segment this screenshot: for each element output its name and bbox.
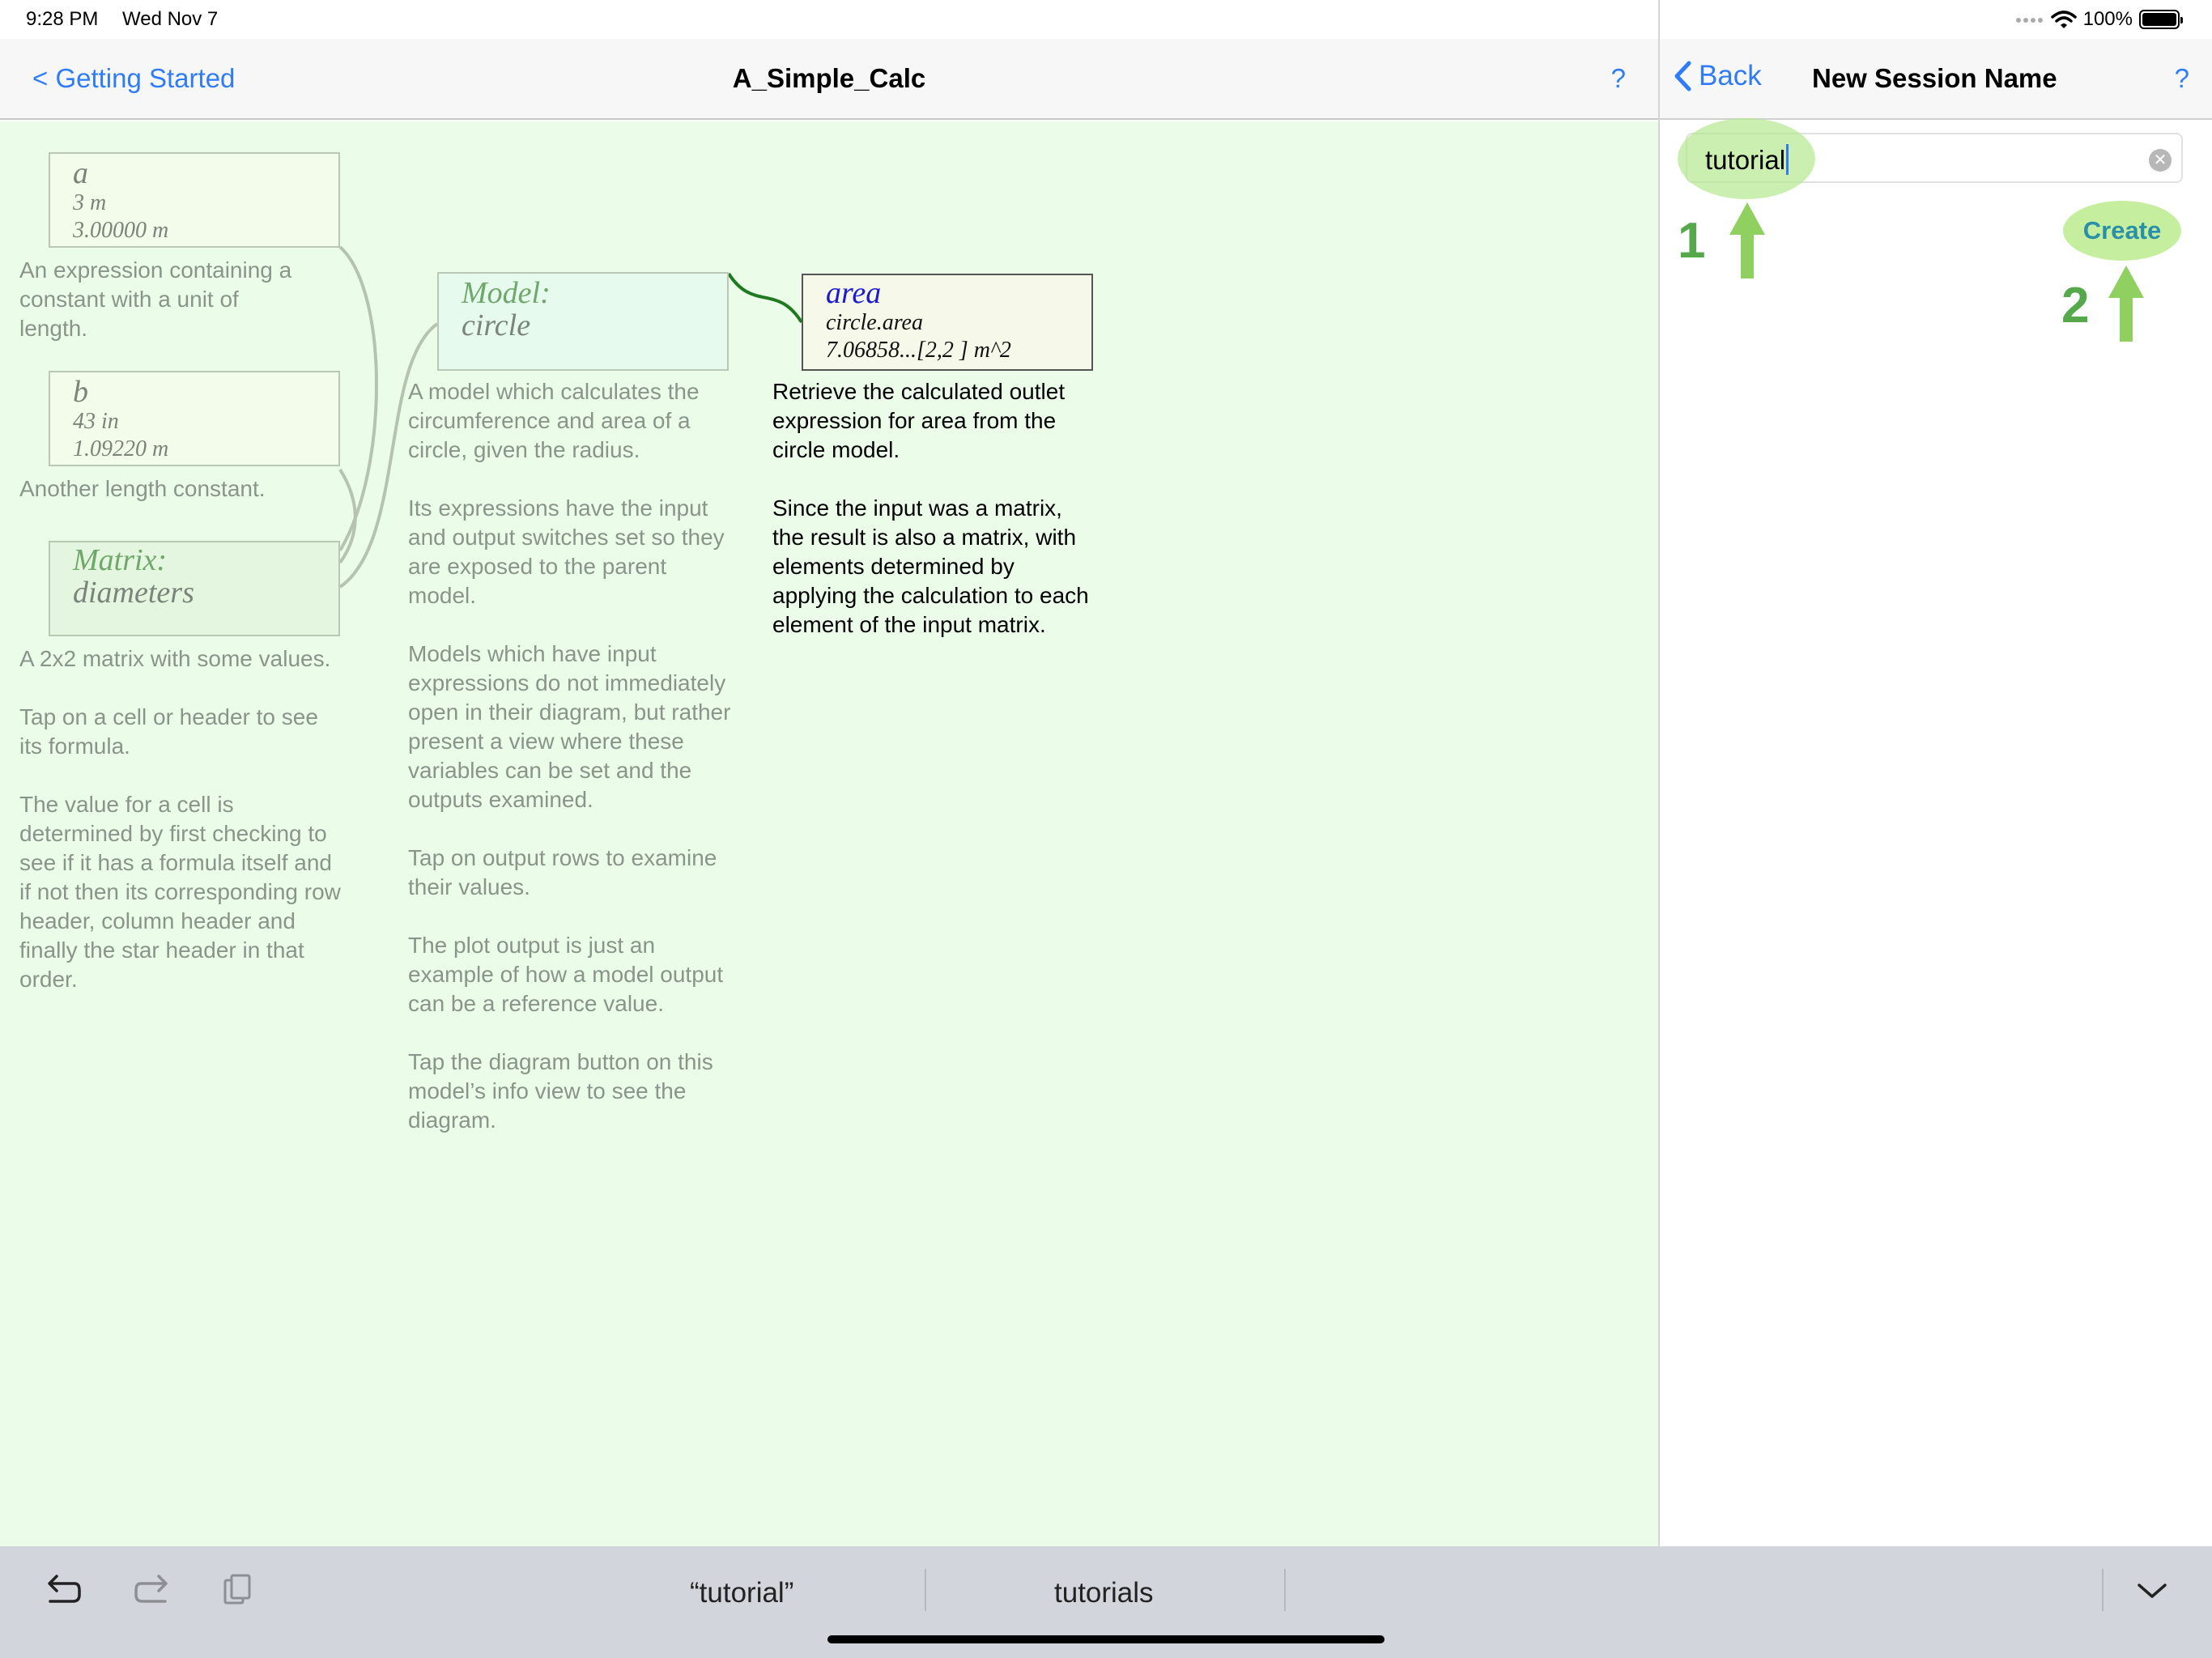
- node-area-description: Retrieve the calculated outlet expression for area from the circle model. Since the input was a matrix, the result is also a matrix, with elements determined by applying the calculation to each element of the input matrix.: [772, 379, 1089, 637]
- node-area[interactable]: [802, 274, 1093, 371]
- node-area-name: area: [826, 276, 882, 310]
- right-navigation-bar: [1660, 39, 2212, 120]
- create-button[interactable]: Create: [2063, 201, 2181, 261]
- node-a-description: An expression containing a constant with a unit of length.: [19, 257, 292, 341]
- back-button[interactable]: [1673, 60, 1762, 92]
- node-area-value: 7.06858...[2,2 ] m^2: [826, 338, 1011, 363]
- getting-started-back-button[interactable]: < Getting Started: [32, 63, 236, 93]
- chevron-left-icon: [1673, 60, 1692, 92]
- connector-a-matrix: [340, 247, 376, 551]
- step-1-label: 1: [1678, 213, 1706, 269]
- node-b-name: b: [73, 375, 88, 409]
- page-title: A_Simple_Calc: [732, 63, 926, 93]
- chevron-down-icon[interactable]: [2129, 1567, 2175, 1613]
- redo-icon[interactable]: [130, 1567, 175, 1613]
- paste-icon[interactable]: [215, 1567, 261, 1613]
- node-model-description: A model which calculates the circumference and area of a circle, given the radius. Its expressions have the input and output switches set so they are exposed to the parent model. Models which have input expressions do not immediately open in their diagram, but rather present a view where these variables can be set and the outputs examined. Tap on output rows to examine their values. The plot output is just an example of how a model output can be a reference value. Tap the diagram button on this model’s info view to see the diagram.: [408, 379, 731, 1133]
- dismiss-separator: [2102, 1569, 2104, 1611]
- node-model-circle[interactable]: [437, 272, 729, 371]
- diagram-canvas: [0, 121, 1658, 1546]
- suggestion-separator: [1284, 1569, 1286, 1611]
- node-matrix-type: Matrix:: [73, 543, 168, 577]
- battery-percent: 100%: [2082, 8, 2133, 30]
- undo-icon[interactable]: [40, 1567, 86, 1613]
- node-area-formula: circle.area: [826, 310, 923, 335]
- clear-text-icon[interactable]: ✕: [2149, 149, 2172, 172]
- node-model-name: circle: [462, 308, 531, 342]
- node-matrix-description: A 2x2 matrix with some values. Tap on a cell or header to see its formula. The value for a cell is determined by first checking to see if it has a formula itself and if not then its corresponding row header, column header and finally the star header in that order.: [19, 646, 341, 992]
- suggestion-separator: [925, 1569, 926, 1611]
- step-1-arrow-icon: [1726, 199, 1768, 280]
- node-model-type: Model:: [462, 276, 551, 310]
- node-matrix-name: diameters: [73, 576, 194, 610]
- back-button-label: Back: [1699, 60, 1762, 91]
- new-session-panel: [1660, 39, 2212, 1546]
- suggestion-tutorials[interactable]: tutorials: [1054, 1577, 1154, 1609]
- node-b-formula: 43 in: [73, 409, 119, 434]
- panel-title: New Session Name: [1812, 63, 2057, 93]
- keyboard-shortcut-bar: [0, 1546, 2212, 1658]
- step-2-arrow-icon: [2105, 262, 2147, 343]
- node-a[interactable]: [49, 152, 340, 248]
- node-matrix-diameters[interactable]: [49, 541, 340, 636]
- cellular-dots-icon: [2015, 15, 2044, 23]
- suggestion-tutorial-quoted[interactable]: “tutorial”: [690, 1577, 794, 1609]
- node-a-name: a: [73, 156, 88, 190]
- node-a-value: 3.00000 m: [73, 218, 169, 243]
- step-2-label: 2: [2061, 278, 2090, 334]
- node-b-value: 1.09220 m: [73, 436, 169, 461]
- node-b[interactable]: [49, 371, 340, 466]
- status-bar: [0, 0, 2212, 39]
- home-indicator[interactable]: [827, 1635, 1385, 1643]
- battery-icon: [2139, 10, 2180, 29]
- session-name-value: tutorial: [1705, 144, 1789, 176]
- status-indicators: [2015, 6, 2180, 32]
- status-date: Wed Nov 7: [122, 8, 219, 30]
- status-time: 9:28 PM: [26, 8, 99, 30]
- node-b-description: Another length constant.: [19, 476, 266, 501]
- left-navigation-bar: [0, 39, 1658, 120]
- right-help-button[interactable]: ?: [2174, 63, 2189, 93]
- left-help-button[interactable]: ?: [1610, 63, 1626, 93]
- connector-model-area: [729, 274, 802, 322]
- node-a-formula: 3 m: [73, 190, 107, 215]
- wifi-icon: [2051, 10, 2077, 29]
